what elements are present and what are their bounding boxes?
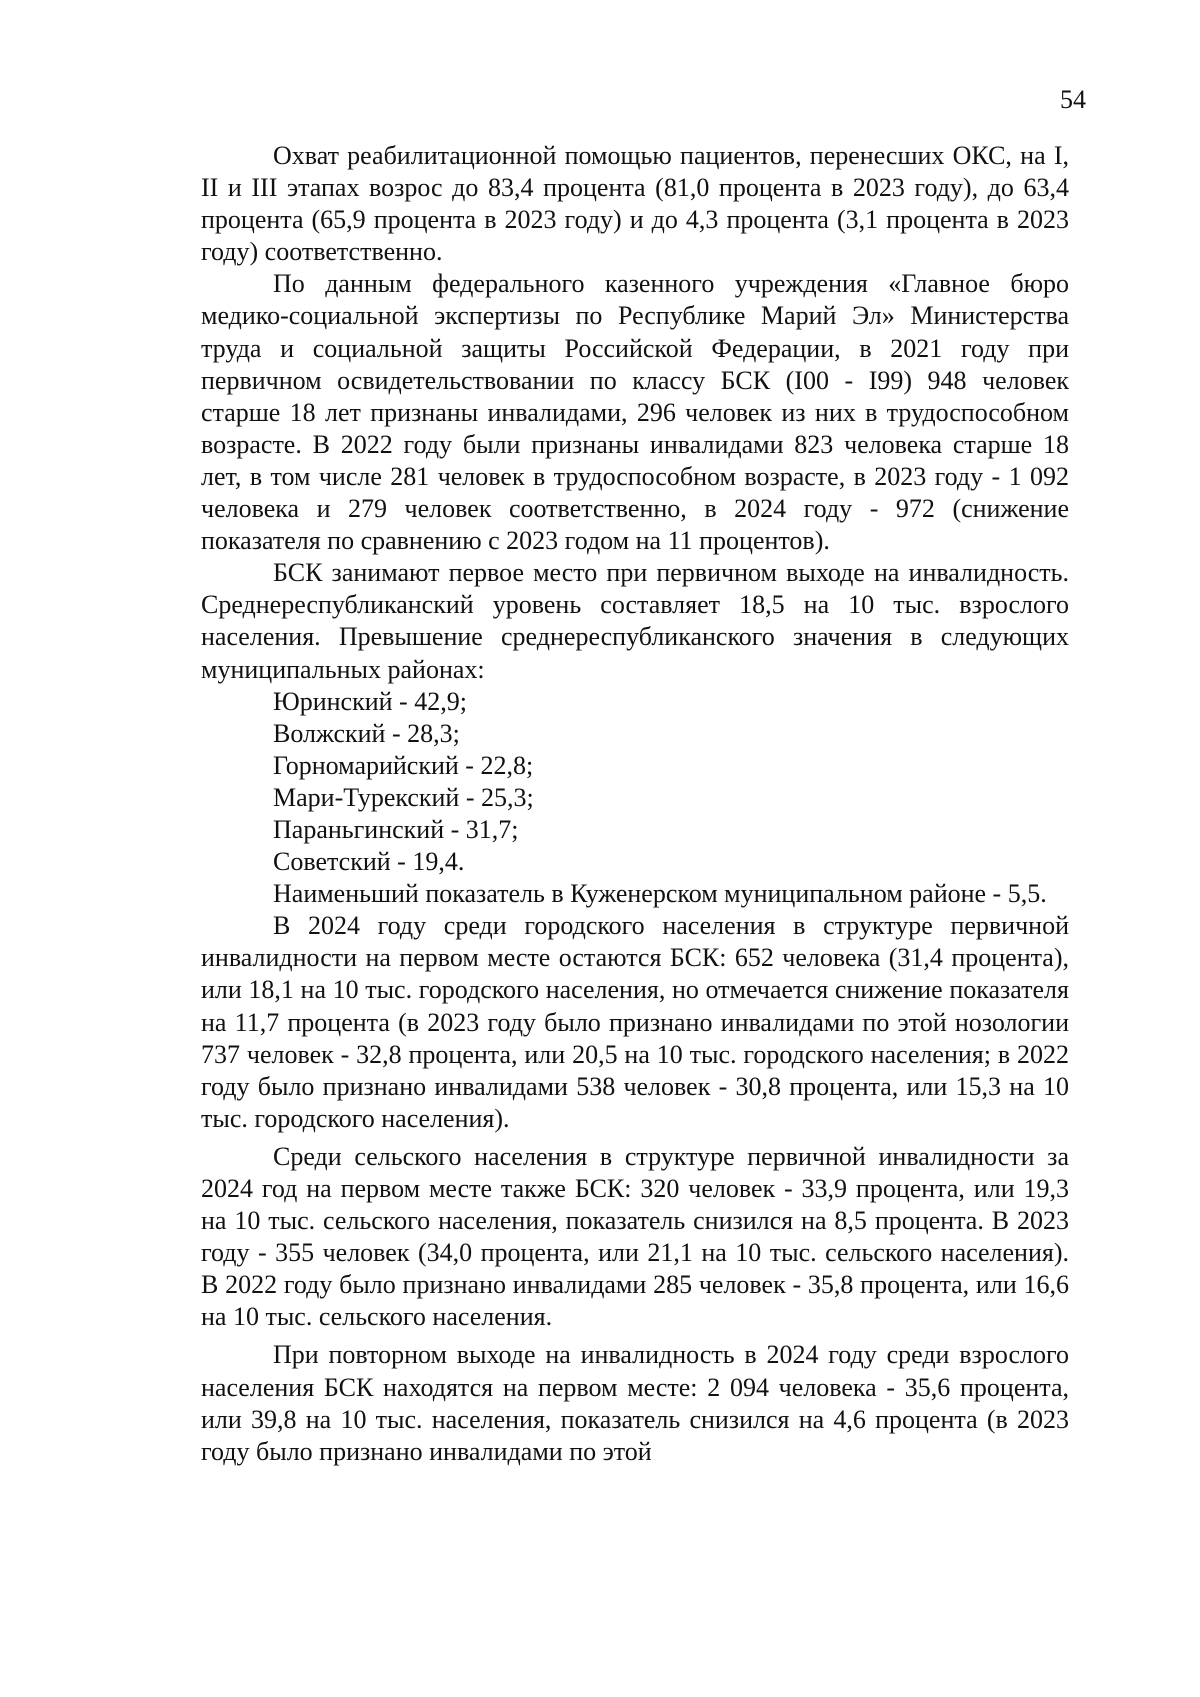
list-item: Мари-Турекский - 25,3; (273, 782, 534, 812)
list-item: Волжский - 28,3; (273, 718, 460, 748)
paragraph-rehab-coverage: Охват реабилитационной помощью пациентов, перенесших ОКС, на I, II и III этапах возрос до 83,4 процента (81,0 процента в 2023 году), до 63,4 процента (65,9 процента в 2023 году) и до 4,3 процента (3,1 процента в 2023 году) соответственно. (201, 141, 1069, 267)
paragraph-lowest-indicator: Наименьший показатель в Куженерском муниципальном районе - 5,5. (273, 879, 1047, 909)
list-item: Горномарийский - 22,8; (273, 750, 534, 780)
list-item: Параньгинский - 31,7; (273, 814, 519, 844)
page-number: 54 (1060, 85, 1086, 114)
paragraph-urban-population: В 2024 году среди городского населения в структуре первичной инвалидности на первом месте остаются БСК: 652 человека (31,4 процента), или 18,1 на 10 тыс. городского населения, но отмечается снижение показателя на 11,7 процента (в 2023 году было признано инвалидами по этой нозологии 737 человек - 32,8 процента, или 20,5 на 10 тыс. городского населения; в 2022 году было признано инвалидами 538 человек - 30,8 процента, или 15,3 на 10 тыс. городского населения). (201, 911, 1069, 1133)
list-item: Советский - 19,4. (273, 847, 465, 877)
list-item: Юринский - 42,9; (273, 686, 467, 716)
district-list (201, 686, 1069, 879)
paragraph-first-place: БСК занимают первое место при первичном выходе на инвалидность. Среднереспубликанский уровень составляет 18,5 на 10 тыс. взрослого населения. Превышение среднереспубликанского значения в следующих муниципальных районах: (201, 558, 1069, 684)
paragraph-disability-stats: По данным федерального казенного учреждения «Главное бюро медико-социальной экспертизы по Республике Марий Эл» Министерства труда и социальной защиты Российской Федерации, в 2021 году при первичном освидетельствовании по классу БСК (I00 - I99) 948 человек старше 18 лет признаны инвалидами, 296 человек из них в трудоспособном возрасте. В 2022 году были признаны инвалидами 823 человека старше 18 лет, в том числе 281 человек в трудоспособном возрасте, в 2023 году - 1 092 человека и 279 человек соответственно, в 2024 году - 972 (снижение показателя по сравнению с 2023 годом на 11 процентов). (201, 269, 1069, 556)
document-body (201, 140, 1069, 1468)
paragraph-rural-population: Среди сельского населения в структуре первичной инвалидности за 2024 год на первом месте также БСК: 320 человек - 33,9 процента, или 19,3 на 10 тыс. сельского населения, показатель снизился на 8,5 процента. В 2023 году - 355 человек (34,0 процента, или 21,1 на 10 тыс. сельского населения). В 2022 году было признано инвалидами 285 человек - 35,8 процента, или 16,6 на 10 тыс. сельского населения. (201, 1141, 1069, 1332)
paragraph-repeated-disability: При повторном выходе на инвалидность в 2024 году среди взрослого населения БСК находятся на первом месте: 2 094 человека - 35,6 процента, или 39,8 на 10 тыс. населения, показатель снизился на 4,6 процента (в 2023 году было признано инвалидами по этой (201, 1340, 1069, 1466)
